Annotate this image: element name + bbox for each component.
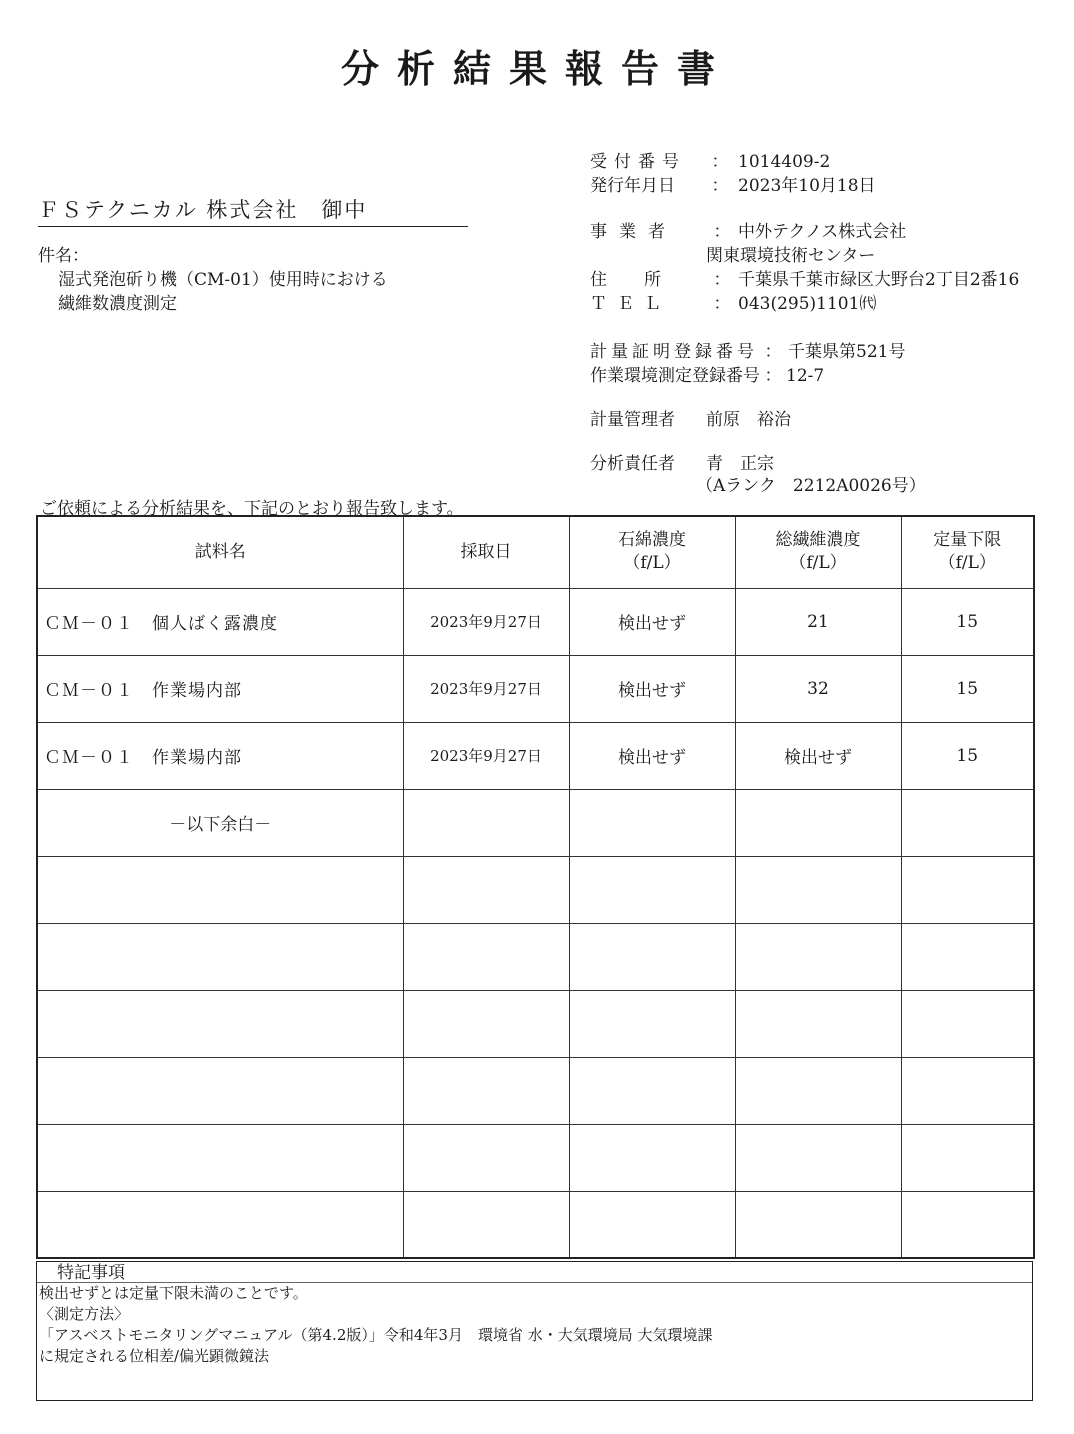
asbestos-value: 検出せず (569, 722, 735, 789)
sampling-date: 2023年9月27日 (403, 588, 569, 655)
remarks-line-3: 「アスベストモニタリングマニュアル（第4.2版）」令和4年3月 環境省 水・大気環境局 大気環境課 (39, 1326, 713, 1344)
workenv-number (590, 364, 824, 388)
sampling-date: 2023年9月27日 (403, 722, 569, 789)
analyst-rank: （Aランク 2212A0026号） (696, 476, 926, 496)
receipt-value: 1014409-2 (738, 152, 831, 172)
limit-value: 15 (901, 588, 1034, 655)
remarks-header: 特記事項 (37, 1262, 1032, 1283)
empty-cell (403, 789, 569, 856)
analyst-value: 青 正宗 (706, 454, 774, 474)
table-row (37, 588, 1034, 655)
business-value-1: 中外テクノス株式会社 (738, 222, 907, 242)
workenv-sep: ： (764, 366, 782, 386)
sample-name: ＣＭ－０１ 作業場内部 (37, 722, 403, 789)
cert-number (590, 340, 905, 364)
header-quant-limit-unit: （f/L） (938, 553, 996, 574)
end-note: －以下余白－ (37, 789, 403, 856)
table-row-empty (37, 856, 1034, 923)
document-title: 分析結果報告書 (340, 47, 733, 91)
address (590, 268, 1019, 292)
cert-sep: ： (764, 342, 782, 362)
sample-name: ＣＭ－０１ 作業場内部 (37, 655, 403, 722)
table-row-empty (37, 1057, 1034, 1124)
manager-label: 計量管理者 (590, 410, 675, 430)
table-row-empty (37, 1191, 1034, 1258)
business-value-2: 関東環境技術センター (706, 246, 876, 266)
asbestos-value: 検出せず (569, 588, 735, 655)
header-asbestos-label: 石綿濃度 (618, 530, 686, 551)
results-table (36, 515, 1035, 1259)
manager (590, 408, 791, 432)
header-asbestos (569, 516, 735, 588)
remarks-box (36, 1261, 1033, 1401)
subject-line-1: 湿式発泡斫り機（CM-01）使用時における (58, 270, 388, 290)
issue-date-sep: ： (711, 176, 729, 196)
header-sampling-date: 採取日 (403, 516, 569, 588)
limit-value: 15 (901, 655, 1034, 722)
receipt-number (590, 150, 830, 174)
header-total-fiber-unit: （f/L） (789, 553, 847, 574)
tel-label: ＴＥＬ (590, 294, 671, 314)
fiber-value: 検出せず (735, 722, 901, 789)
workenv-value: 12-7 (786, 366, 825, 386)
business-sep: ： (713, 222, 731, 242)
header-sample-name: 試料名 (37, 516, 403, 588)
sampling-date: 2023年9月27日 (403, 655, 569, 722)
manager-value: 前原 裕治 (706, 410, 791, 430)
table-row-empty (37, 1124, 1034, 1191)
receipt-sep: ： (711, 152, 729, 172)
business-label: 事業者 (590, 222, 677, 242)
table-row-empty (37, 923, 1034, 990)
address-value: 千葉県千葉市緑区大野台2丁目2番16 (738, 270, 1020, 290)
header-quant-limit (901, 516, 1034, 588)
table-row (37, 655, 1034, 722)
receipt-label: 受付番号 (590, 152, 686, 172)
addressee: ＦＳテクニカル 株式会社 御中 (38, 194, 468, 227)
cert-value: 千葉県第521号 (788, 342, 906, 362)
remarks-line-4: に規定される位相差/偏光顕微鏡法 (39, 1347, 270, 1365)
header-quant-limit-label: 定量下限 (933, 530, 1002, 551)
table-header-row (37, 516, 1034, 588)
header-total-fiber (735, 516, 901, 588)
limit-value: 15 (901, 722, 1034, 789)
sample-name: ＣＭ－０１ 個人ばく露濃度 (37, 588, 403, 655)
table-row-empty (37, 990, 1034, 1057)
workenv-label: 作業環境測定登録番号 (590, 366, 760, 386)
analyst-label: 分析責任者 (590, 454, 675, 474)
subject-block (38, 244, 388, 316)
cert-label: 計量証明登録番号 (590, 342, 758, 362)
intro-text: ご依頼による分析結果を、下記のとおり報告致します。 (40, 499, 464, 519)
business (590, 220, 906, 244)
empty-cell (901, 789, 1034, 856)
issue-date-value: 2023年10月18日 (738, 176, 876, 196)
address-label: 住 所 (590, 270, 671, 290)
fiber-value: 32 (735, 655, 901, 722)
issue-date-label: 発行年月日 (590, 176, 675, 196)
empty-cell (569, 789, 735, 856)
tel (590, 292, 876, 316)
tel-sep: ： (713, 294, 731, 314)
subject-line-2: 繊維数濃度測定 (58, 294, 177, 314)
subject-label: 件名： (38, 246, 89, 266)
remarks-line-2: 〈測定方法〉 (39, 1305, 130, 1323)
analyst (590, 452, 774, 476)
remarks-line-1: 検出せずとは定量下限未満のことです。 (39, 1284, 308, 1302)
issue-date (590, 174, 876, 198)
address-sep: ： (713, 270, 731, 290)
tel-value: 043(295)1101㈹ (738, 294, 877, 314)
remarks-body (37, 1283, 1032, 1367)
header-total-fiber-label: 総繊維濃度 (775, 530, 861, 551)
table-row (37, 789, 1034, 856)
header-asbestos-unit: （f/L） (623, 553, 681, 574)
asbestos-value: 検出せず (569, 655, 735, 722)
fiber-value: 21 (735, 588, 901, 655)
empty-cell (735, 789, 901, 856)
table-row (37, 722, 1034, 789)
